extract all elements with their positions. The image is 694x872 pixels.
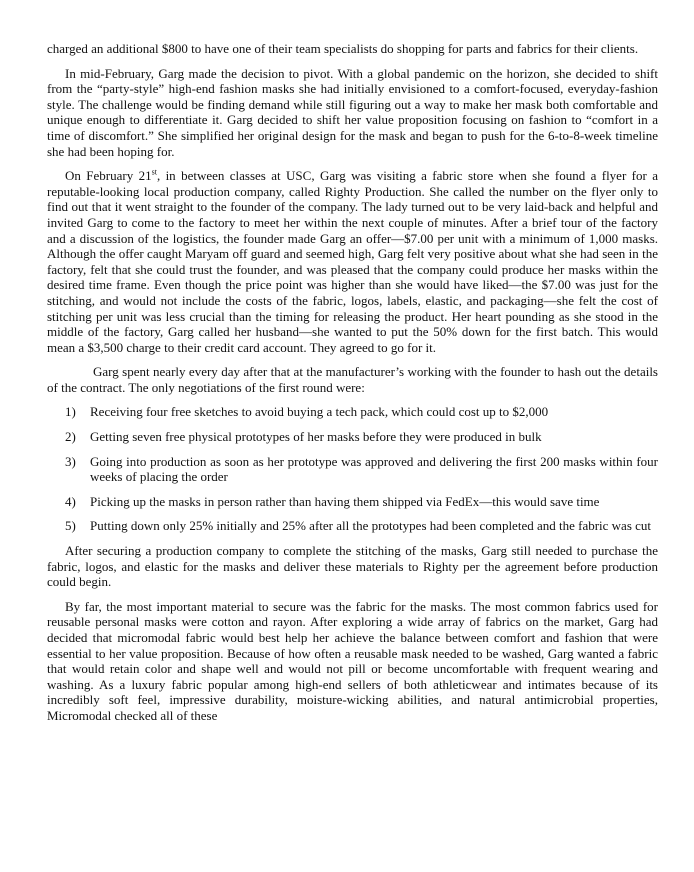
paragraph-body: , in between classes at USC, Garg was visiting a fabric store when she found a flyer for a reputable-looking local production company, called Righty Production. She called the number on the flyer only to find out that it went straight to the founder of the company. The lady turned out to be very laid-back and helpful and invited Garg to come to the factory to meet her within the next couple of minutes. After a brief tour of the factory and a discussion of the logistics, the founder made Garg an offer—$7.00 per unit with a minimum of 1,000 masks. Although the offer caught Maryam off guard and seemed high, Garg felt very positive about what she had seen in the factory, felt that she could trust the founder, and was pleased that the company could produce her masks within the desired time frame. Even though the price point was higher than she would have liked—the $7.00 was just for the stitching, and would not include the costs of the fabric, logos, labels, elastic, and packaging—she felt the cost of stitching per unit was less crucial than the timing for releasing the product. Her heart pounding as she stood in the middle of the factory, Garg called her husband—she wanted to put the 50% down for the first batch. This would mean a $3,500 charge to their credit card account. They agreed to go for it. bbox=[47, 168, 658, 355]
paragraph-date-lead: On February 21 bbox=[65, 168, 152, 184]
list-item-number: 2) bbox=[65, 429, 76, 445]
list-item bbox=[47, 429, 658, 445]
list-item-number: 1) bbox=[65, 404, 76, 420]
paragraph-righty-production bbox=[47, 168, 658, 355]
paragraph-pivot: In mid-February, Garg made the decision to pivot. With a global pandemic on the horizon, she decided to shift from the “party-style” high-end fashion masks she had initially envisioned to a comfort-focused, everyday-fashion style. The challenge would be finding demand while still figuring out a way to make her mask both comfortable and unique enough to differentiate it. Garg decided to shift her value proposition focusing on fashion to “comfort in a time of discomfort.” She simplified her original design for the mask and began to push for the 6-to-8-week timeline she had been hoping for. bbox=[47, 65, 658, 159]
list-item-text: Picking up the masks in person rather than having them shipped via FedEx—this would save time bbox=[90, 493, 600, 509]
paragraph-fabric: By far, the most important material to secure was the fabric for the masks. The most common fabrics used for reusable personal masks were cotton and rayon. After exploring a wide array of fabrics on the market, Garg had decided that micromodal fabric would best help her achieve the balance between comfort and fashion that were essential to her value proposition. Because of how often a reusable mask needed to be washed, Garg wanted a fabric that would retain color and shape well and would not pill or become uncomfortable with frequent wearing and washing. As a luxury fabric popular among high-end sellers of both athleticwear and intimates because of its incredibly soft feel, impressive durability, moisture-wicking abilities, and natural antimicrobial properties, Micromodal checked all of these bbox=[47, 598, 658, 723]
list-item bbox=[47, 454, 658, 485]
list-item-text: Going into production as soon as her prototype was approved and delivering the first 200 masks within four weeks of placing the order bbox=[90, 453, 658, 485]
list-item bbox=[47, 404, 658, 420]
ordinal-suffix: st bbox=[151, 167, 157, 177]
negotiation-list bbox=[47, 404, 658, 534]
paragraph-materials: After securing a production company to complete the stitching of the masks, Garg still needed to purchase the fabric, logos, and elastic for the masks and deliver these materials to Righty per the agreement before production could begin. bbox=[47, 543, 658, 590]
list-item-text: Receiving four free sketches to avoid buying a tech pack, which could cost up to $2,000 bbox=[90, 404, 549, 420]
list-item-number: 5) bbox=[65, 518, 76, 534]
paragraph-negotiations-intro: Garg spent nearly every day after that at the manufacturer’s working with the founder to hash out the details of the contract. The only negotiations of the first round were: bbox=[47, 364, 658, 395]
document-page bbox=[47, 41, 658, 733]
list-item-text: Putting down only 25% initially and 25% after all the prototypes had been completed and the fabric was cut bbox=[90, 518, 652, 534]
list-item-number: 4) bbox=[65, 493, 76, 509]
list-item bbox=[47, 518, 658, 534]
list-item-text: Getting seven free physical prototypes of her masks before they were produced in bulk bbox=[90, 429, 542, 445]
list-item bbox=[47, 494, 658, 510]
paragraph-continuation: charged an additional $800 to have one of their team specialists do shopping for parts and fabrics for their clients. bbox=[47, 41, 639, 56]
list-item-number: 3) bbox=[65, 453, 76, 469]
